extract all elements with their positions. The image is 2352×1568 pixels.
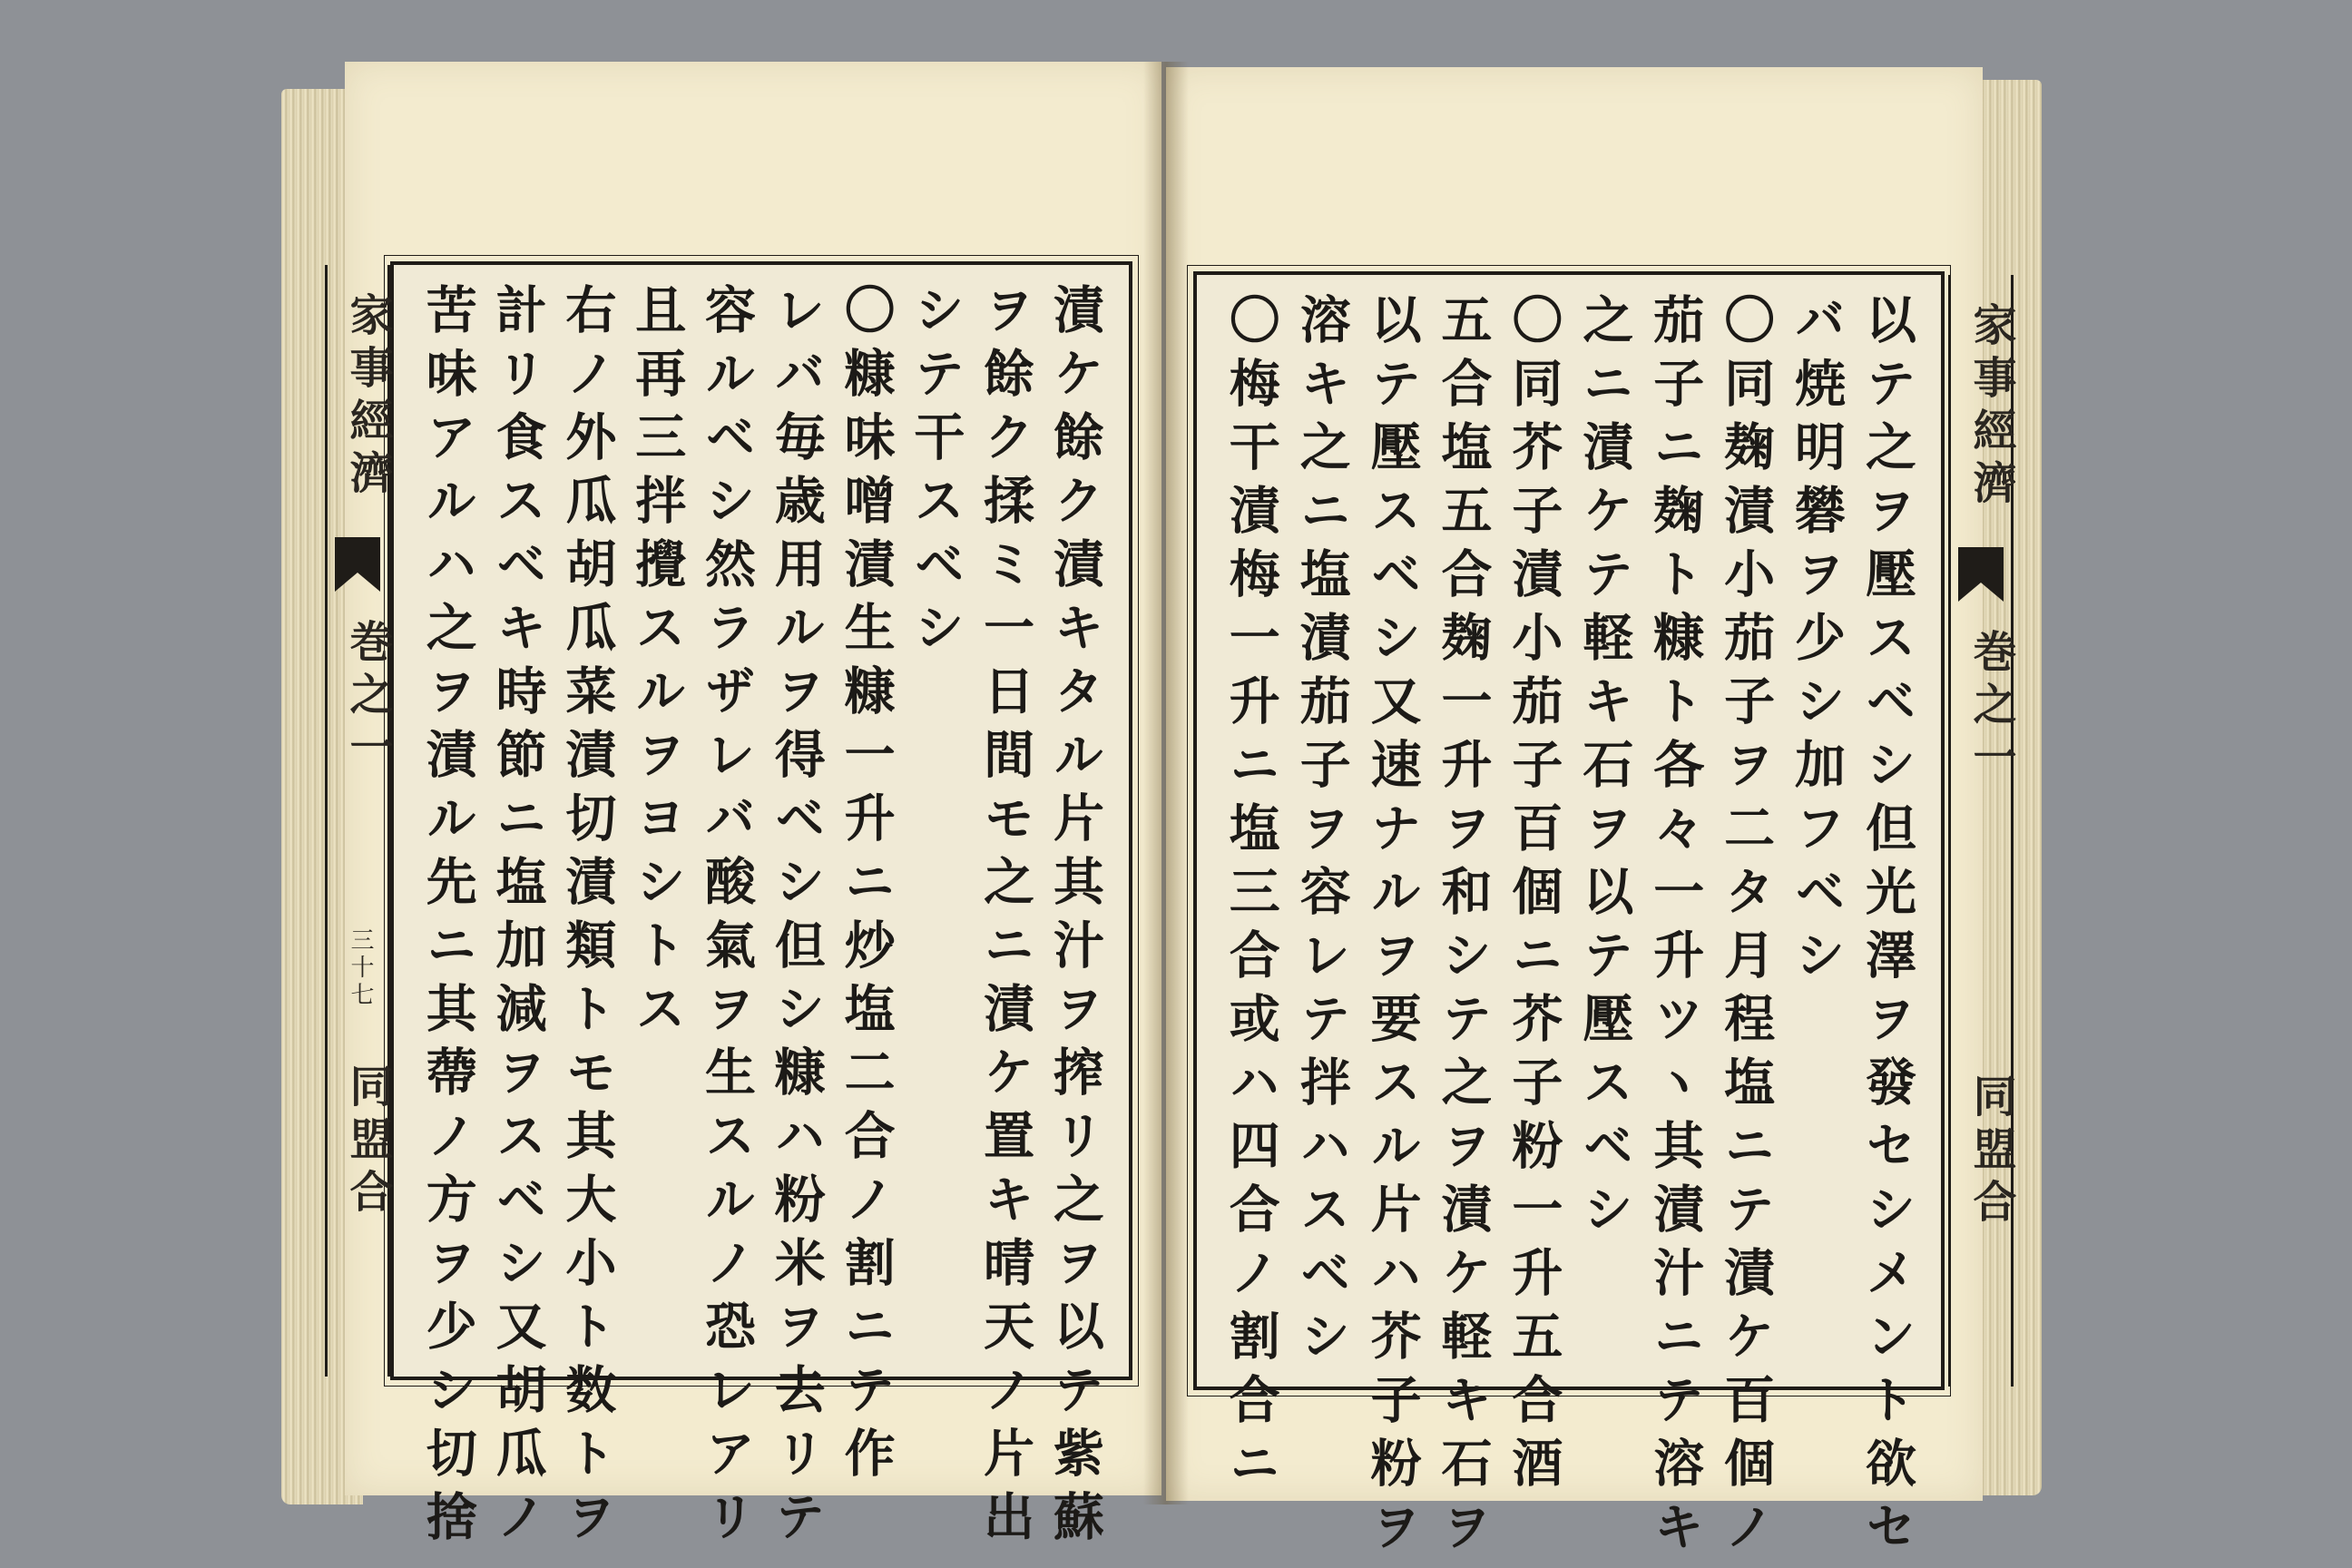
spine-title: 家事經濟 <box>342 292 393 503</box>
right-spine-margin <box>1948 275 2014 1387</box>
text-column: 右ノ外瓜胡瓜菜漬切漬類トモ其大小ト数トヲ <box>557 283 618 1553</box>
text-column: 茄子ニ麹ト糠ト各々一升ツヽ其漬汁ニテ溶キ <box>1645 293 1706 1563</box>
left-text-frame <box>342 261 1132 1553</box>
text-column: 之ニ漬ケテ軽キ石ヲ以テ壓スベシ <box>1574 293 1635 1246</box>
text-column: 〇梅干漬梅一升ニ塩三合或ハ四合ノ割合ニ <box>1220 293 1281 1500</box>
text-column: レバ毎歳用ルヲ得ベシ但シ糠ハ粉米ヲ去リテ <box>766 283 827 1553</box>
text-column: バ焼明礬ヲ少シ加フベシ <box>1787 293 1847 992</box>
fishtail-mark-icon <box>1958 547 2004 602</box>
text-column: 容ルベシ然ラザレバ酸氣ヲ生スルノ恐レアリ <box>696 283 757 1553</box>
text-column: シテ干スベシ <box>906 283 966 664</box>
left-spine-margin <box>325 265 393 1377</box>
right-text-frame <box>1193 271 2016 1563</box>
text-column: 且再三拌攪スルヲヨシトス <box>627 283 688 1045</box>
left-page <box>342 62 1161 1553</box>
text-column: 以テ壓スベシ又速ナルヲ要スル片ハ芥子粉ヲ <box>1362 293 1423 1563</box>
book-gutter <box>1143 62 1189 1504</box>
text-column: 〇同麹漬小茄子ヲ二タ月程塩ニテ漬ケ百個ノ <box>1716 293 1777 1563</box>
spine-title: 家事經濟 <box>1965 302 2016 513</box>
text-column: ヲ餘ク揉ミ一日間モ之ニ漬ケ置キ晴天ノ片出 <box>975 283 1036 1553</box>
fishtail-mark-icon <box>335 537 380 592</box>
open-book <box>281 62 2042 1563</box>
text-column: 〇糠味噌漬生糠一升ニ炒塩二合ノ割ニテ作 <box>836 283 897 1490</box>
right-page <box>1166 67 2016 1563</box>
spine-footer: 同盟合 <box>342 1063 393 1221</box>
text-column: 苦味アルハ之ヲ漬ル先ニ其蔕ノ方ヲ少シ切捨 <box>417 283 478 1553</box>
spine-volume: 巻之一 <box>342 619 393 777</box>
spine-footer: 同盟合 <box>1965 1073 2016 1231</box>
text-column: 溶キ之ニ塩漬茄子ヲ容レテ拌ハスベシ <box>1291 293 1352 1373</box>
text-column: 以テ之ヲ壓スベシ但光澤ヲ發セシメント欲セ <box>1857 293 1917 1563</box>
text-column: 〇同芥子漬小茄子百個ニ芥子粉一升五合酒 <box>1504 293 1564 1500</box>
text-column: 五合塩五合麹一升ヲ和シテ之ヲ漬ケ軽キ石ヲ <box>1433 293 1494 1563</box>
text-column: 計リ食スベキ時節ニ塩加減ヲスベシ又胡瓜ノ <box>487 283 548 1553</box>
text-column: 漬ケ餘ク漬キタル片其汁ヲ搾リ之ヲ以テ紫蘇 <box>1044 283 1105 1553</box>
page-number: 三十七 <box>347 927 374 1009</box>
left-text-columns <box>394 265 1129 1553</box>
spine-volume: 巻之一 <box>1965 629 2016 787</box>
right-text-columns <box>1197 275 1941 1563</box>
